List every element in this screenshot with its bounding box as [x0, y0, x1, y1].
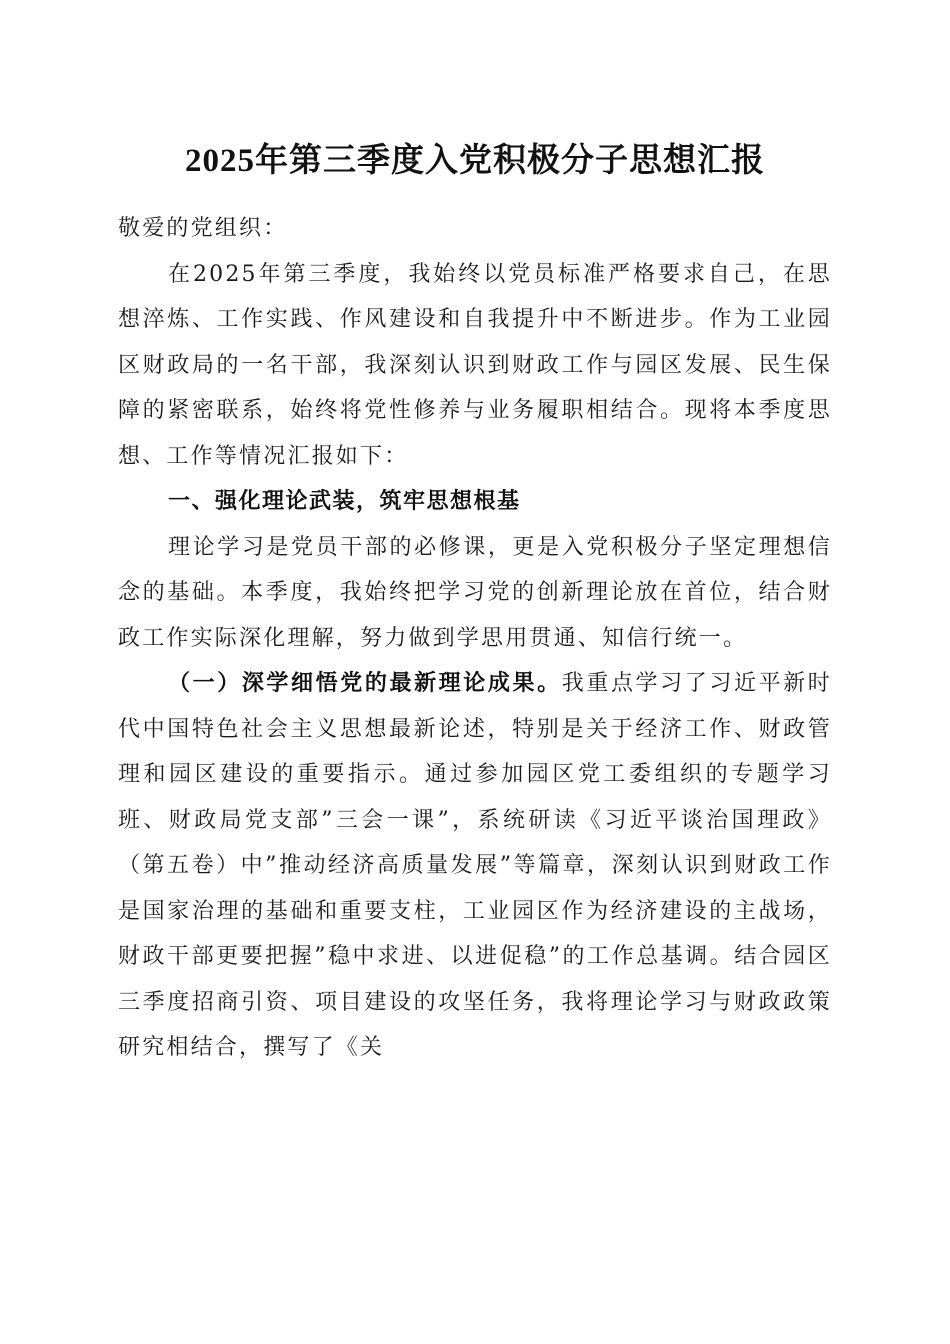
subsection-paragraph	[118, 661, 832, 1071]
subsection-text: 我重点学习了习近平新时代中国特色社会主义思想最新论述，特别是关于经济工作、财政管理和园区建设的重要指示。通过参加园区党工委组织的专题学习班、财政局党支部”三会一课”，系统研读《习近平谈治国理政》（第五卷）中”推动经济高质量发展”等篇章，深刻认识到财政工作是国家治理的基础和重要支柱，工业园区作为经济建设的主战场，财政干部更要把握”稳中求进、以进促稳”的工作总基调。结合园区三季度招商引资、项目建设的攻坚任务，我将理论学习与财政政策研究相结合，撰写了《关	[118, 671, 833, 1060]
document-body	[118, 206, 832, 1071]
section-paragraph: 理论学习是党员干部的必修课，更是入党积极分子坚定理想信念的基础。本季度，我始终把学习党的创新理论放在首位，结合财政工作实际深化理解，努力做到学思用贯通、知信行统一。	[118, 534, 832, 651]
salutation: 敬爱的党组织：	[118, 216, 288, 241]
document-title: 2025年第三季度入党积极分子思想汇报	[185, 143, 765, 179]
intro-paragraph: 在2025年第三季度，我始终以党员标准严格要求自己，在思想淬炼、工作实践、作风建设和自我提升中不断进步。作为工业园区财政局的一名干部，我深刻认识到财政工作与园区发展、民生保障的紧密联系，始终将党性修养与业务履职相结合。现将本季度思想、工作等情况汇报如下：	[118, 261, 832, 469]
section-heading: 一、强化理论武装，筑牢思想根基	[168, 489, 521, 514]
subsection-lead: （一）深学细悟党的最新理论成果。	[168, 670, 562, 696]
